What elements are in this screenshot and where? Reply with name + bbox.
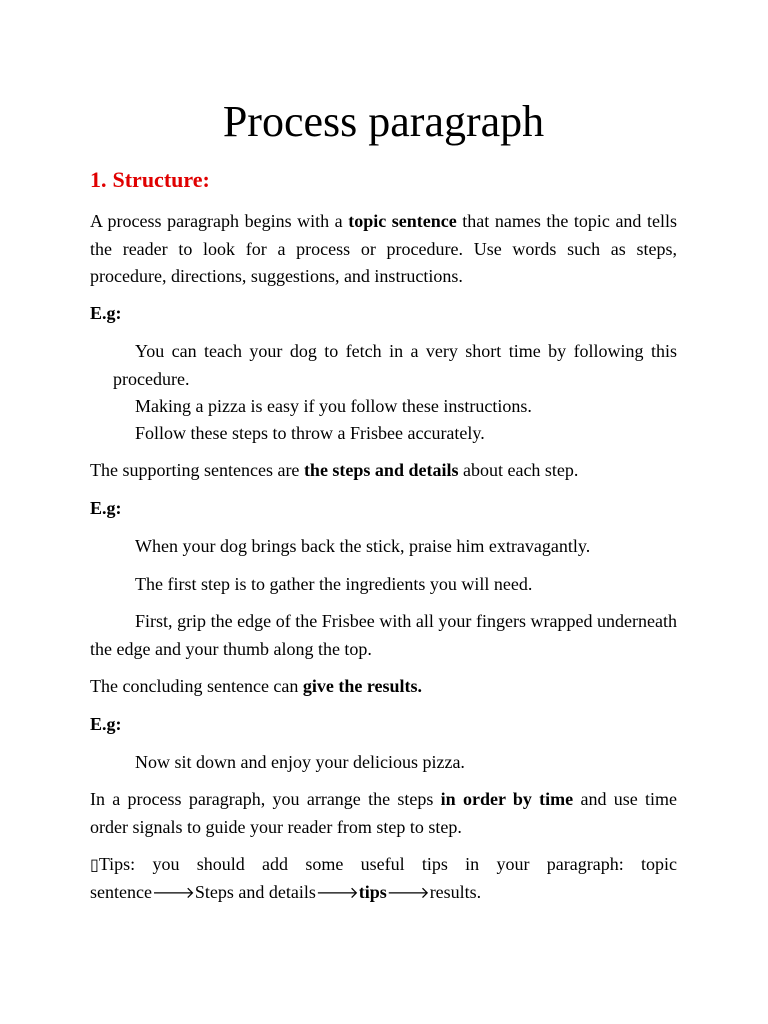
- tips-step-2: tips: [358, 881, 387, 902]
- tips-step-3: results.: [429, 881, 482, 902]
- order-text-after: and use time order signals to guide your reader from step to step.: [90, 789, 678, 837]
- supporting-example-1: When your dog brings back the stick, praise him extravagantly.: [135, 536, 591, 556]
- supporting-text-after: about each step.: [458, 460, 579, 480]
- order-bold: in order by time: [440, 789, 574, 809]
- topic-example-2: Making a pizza is easy if you follow these instructions.: [135, 396, 532, 416]
- section-number: 1.: [90, 167, 107, 192]
- order-paragraph: [90, 786, 677, 841]
- supporting-text-before: The supporting sentences are: [90, 460, 304, 480]
- supporting-paragraph: [90, 457, 677, 485]
- concluding-paragraph: [90, 673, 677, 701]
- tips-step-1: Steps and details: [194, 881, 316, 902]
- arrow-right-icon: 🡒: [151, 882, 195, 902]
- eg-label-1: E.g:: [90, 303, 122, 323]
- eg-label-3: E.g:: [90, 714, 122, 734]
- intro-paragraph: [90, 208, 677, 291]
- tips-text: Tips: you should add some useful tips in your paragraph: topic sentence: [90, 854, 677, 902]
- intro-bold: topic sentence: [348, 211, 457, 231]
- concluding-text-before: The concluding sentence can: [90, 676, 303, 696]
- page-title: Process paragraph: [222, 97, 545, 146]
- tip-box-icon: ▯: [90, 855, 99, 874]
- order-text-before: In a process paragraph, you arrange the steps: [90, 789, 441, 809]
- section-heading: [90, 166, 210, 194]
- supporting-example-2: The first step is to gather the ingredients you will need.: [135, 574, 533, 594]
- topic-example-1: You can teach your dog to fetch in a very short time by following this procedure.: [113, 341, 677, 389]
- arrow-right-icon: 🡒: [315, 882, 359, 902]
- supporting-bold: the steps and details: [303, 460, 459, 480]
- arrow-right-icon: 🡒: [386, 882, 430, 902]
- concluding-bold: give the results.: [302, 676, 423, 696]
- intro-text-after: that names the topic and tells the reader to look for a process or procedure. Use words such as steps, procedure, directions, suggestions, and instructions.: [90, 211, 677, 286]
- section-label: Structure:: [112, 167, 210, 192]
- tips-paragraph: [90, 851, 677, 906]
- intro-text-before: A process paragraph begins with a: [90, 211, 349, 231]
- concluding-example-1: Now sit down and enjoy your delicious pizza.: [135, 752, 465, 772]
- topic-example-3: Follow these steps to throw a Frisbee accurately.: [135, 423, 485, 443]
- supporting-example-3: First, grip the edge of the Frisbee with all your fingers wrapped underneath the edge and your thumb along the top.: [90, 611, 677, 659]
- eg-label-2: E.g:: [90, 498, 122, 518]
